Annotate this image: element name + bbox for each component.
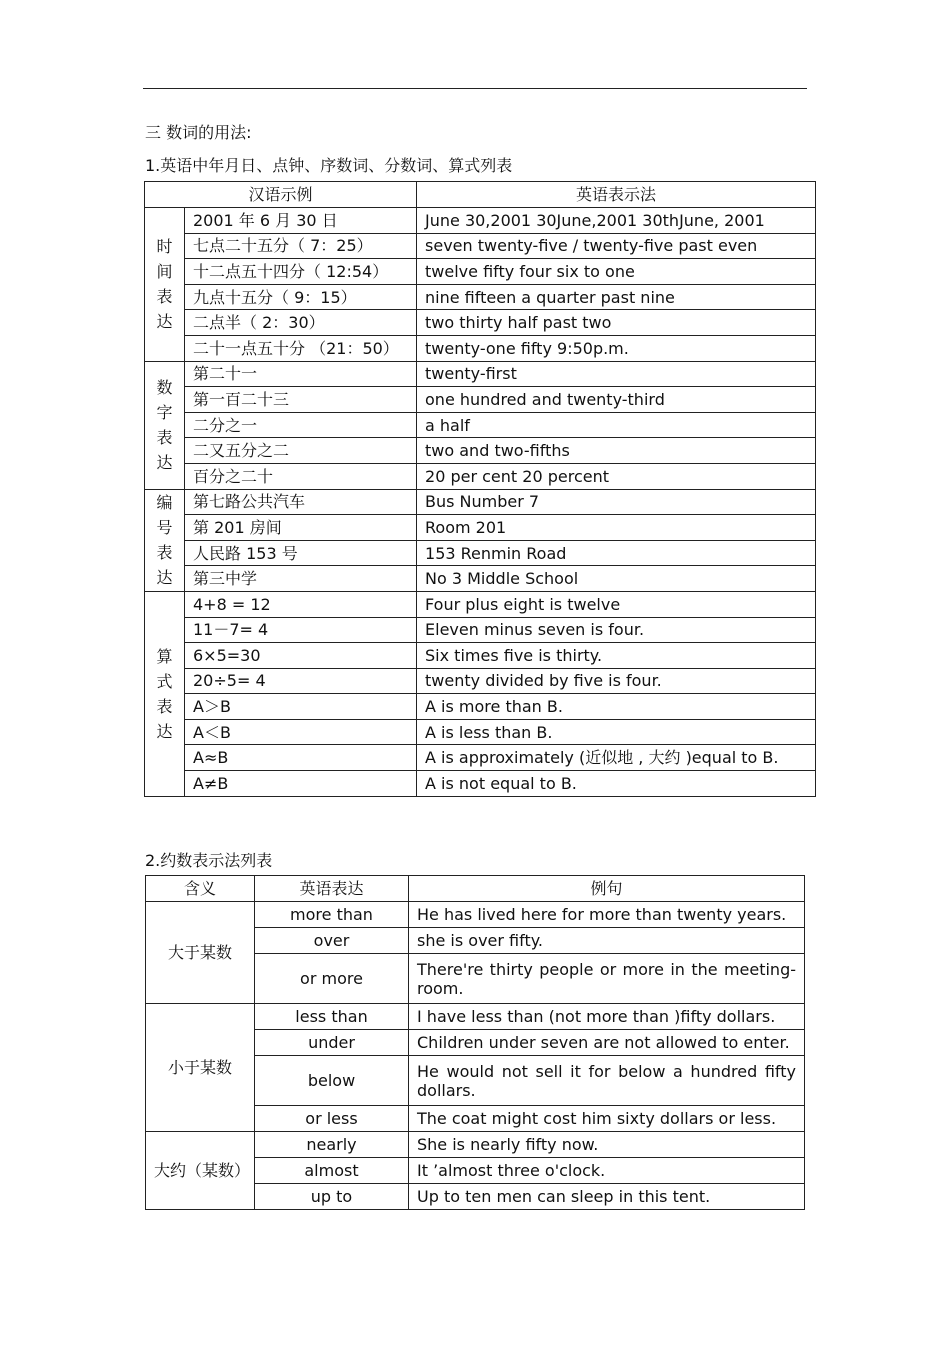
chinese-example-cell: 二又五分之二 [185,438,417,464]
chinese-example-cell: 第 201 房间 [185,515,417,541]
category-cell [145,361,185,489]
english-expression-cell: Six times five is thirty. [417,643,816,669]
chinese-example-cell: A≈B [185,745,417,771]
chinese-example-cell: 4+8 = 12 [185,591,417,617]
english-expression-cell: A is not equal to B. [417,771,816,797]
table-row [145,745,816,771]
example-sentence-cell: There're thirty people or more in the meeting-room. [409,954,805,1004]
chinese-example-cell: 第一百二十三 [185,387,417,413]
header-chinese-example: 汉语示例 [145,182,417,208]
table-row [145,335,816,361]
english-phrase-cell: or more [255,954,409,1004]
table-row [146,1132,805,1158]
example-sentence-cell: Up to ten men can sleep in this tent. [409,1184,805,1210]
chinese-example-cell: 第三中学 [185,566,417,592]
example-sentence-cell: She is nearly fifty now. [409,1132,805,1158]
table-row [145,515,816,541]
english-expression-cell: two and two-fifths [417,438,816,464]
example-sentence-cell: He would not sell it for below a hundred fifty dollars. [409,1056,805,1106]
table-row [145,668,816,694]
header-english-expression: 英语表示法 [417,182,816,208]
chinese-example-cell: 二十一点五十分 （21：50） [185,335,417,361]
table-row [145,463,816,489]
chinese-example-cell: 第七路公共汽车 [185,489,417,515]
table-row [145,259,816,285]
table-row [146,1004,805,1030]
category-cell [145,591,185,796]
chinese-example-cell: 百分之二十 [185,463,417,489]
chinese-example-cell: 人民路 153 号 [185,540,417,566]
english-phrase-cell: more than [255,902,409,928]
table-row [146,902,805,928]
chinese-example-cell: 11－7= 4 [185,617,417,643]
header-english-phrase: 英语表达 [255,876,409,902]
english-expression-cell: Room 201 [417,515,816,541]
table-header-row [146,876,805,902]
english-phrase-cell: or less [255,1106,409,1132]
chinese-example-cell: 20÷5= 4 [185,668,417,694]
table1-caption: 1.英语中年月日、点钟、序数词、分数词、算式列表 [145,156,513,175]
english-phrase-cell: nearly [255,1132,409,1158]
category-char: 表 [156,543,173,563]
section-title: 三 数词的用法: [145,123,252,142]
english-expression-cell: Bus Number 7 [417,489,816,515]
english-phrase-cell: over [255,928,409,954]
meaning-cell: 大约（某数） [146,1132,255,1210]
table-row [145,643,816,669]
chinese-example-cell: 十二点五十四分（ 12:54） [185,259,417,285]
example-sentence-cell: Children under seven are not allowed to enter. [409,1030,805,1056]
table-header-row [145,182,816,208]
table-row [145,233,816,259]
table-row [145,489,816,515]
english-expression-cell: twenty-first [417,361,816,387]
category-char: 式 [156,671,173,691]
english-expression-cell: 153 Renmin Road [417,540,816,566]
category-cell [145,208,185,362]
english-expression-cell: twenty-one fifty 9:50p.m. [417,335,816,361]
english-expression-cell: twelve fifty four six to one [417,259,816,285]
table2-caption: 2.约数表示法列表 [145,851,273,870]
category-char: 算 [156,646,173,666]
table-row [145,540,816,566]
table-row [145,412,816,438]
table-row [145,361,816,387]
english-expression-cell: seven twenty-five / twenty-five past even [417,233,816,259]
category-char: 达 [156,453,173,473]
chinese-example-cell: 6×5=30 [185,643,417,669]
english-phrase-cell: up to [255,1184,409,1210]
chinese-example-cell: A＞B [185,694,417,720]
category-char: 数 [156,378,173,398]
category-char: 达 [156,568,173,588]
english-expression-cell: twenty divided by five is four. [417,668,816,694]
example-sentence-cell: It ’almost three o'clock. [409,1158,805,1184]
header-meaning: 含义 [146,876,255,902]
table-row [145,771,816,797]
english-expression-cell: No 3 Middle School [417,566,816,592]
english-phrase-cell: less than [255,1004,409,1030]
english-expression-cell: A is approximately (近似地 , 大约 )equal to B. [417,745,816,771]
category-char: 达 [156,312,173,332]
category-char: 字 [156,403,173,423]
category-char: 时 [156,237,173,257]
example-sentence-cell: He has lived here for more than twenty years. [409,902,805,928]
number-usage-table [144,181,816,797]
english-phrase-cell: below [255,1056,409,1106]
english-expression-cell: two thirty half past two [417,310,816,336]
english-expression-cell: 20 per cent 20 percent [417,463,816,489]
english-expression-cell: a half [417,412,816,438]
example-sentence-cell: The coat might cost him sixty dollars or less. [409,1106,805,1132]
category-char: 号 [156,518,173,538]
category-cell [145,489,185,591]
table-row [145,208,816,234]
category-char: 表 [156,287,173,307]
english-expression-cell: Four plus eight is twelve [417,591,816,617]
category-char: 表 [156,428,173,448]
chinese-example-cell: A＜B [185,719,417,745]
table-row [145,387,816,413]
table-row [145,438,816,464]
header-example-sentence: 例句 [409,876,805,902]
chinese-example-cell: 九点十五分（ 9：15） [185,284,417,310]
chinese-example-cell: A≠B [185,771,417,797]
category-char: 编 [156,493,173,513]
english-phrase-cell: almost [255,1158,409,1184]
english-expression-cell: nine fifteen a quarter past nine [417,284,816,310]
approx-number-table [145,875,805,1210]
category-char: 间 [156,262,173,282]
chinese-example-cell: 第二十一 [185,361,417,387]
chinese-example-cell: 二分之一 [185,412,417,438]
table-row [145,591,816,617]
table-row [145,310,816,336]
chinese-example-cell: 七点二十五分（ 7：25） [185,233,417,259]
meaning-cell: 小于某数 [146,1004,255,1132]
english-expression-cell: Eleven minus seven is four. [417,617,816,643]
table-row [145,719,816,745]
meaning-cell: 大于某数 [146,902,255,1004]
table-row [145,566,816,592]
chinese-example-cell: 2001 年 6 月 30 日 [185,208,417,234]
category-char: 表 [156,696,173,716]
table-row [145,617,816,643]
table-row [145,694,816,720]
example-sentence-cell: I have less than (not more than )fifty dollars. [409,1004,805,1030]
chinese-example-cell: 二点半（ 2：30） [185,310,417,336]
english-expression-cell: A is less than B. [417,719,816,745]
english-expression-cell: A is more than B. [417,694,816,720]
english-expression-cell: June 30,2001 30June,2001 30thJune, 2001 [417,208,816,234]
table-row [145,284,816,310]
english-phrase-cell: under [255,1030,409,1056]
category-char: 达 [156,721,173,741]
english-expression-cell: one hundred and twenty-third [417,387,816,413]
header-rule [143,88,807,89]
example-sentence-cell: she is over fifty. [409,928,805,954]
